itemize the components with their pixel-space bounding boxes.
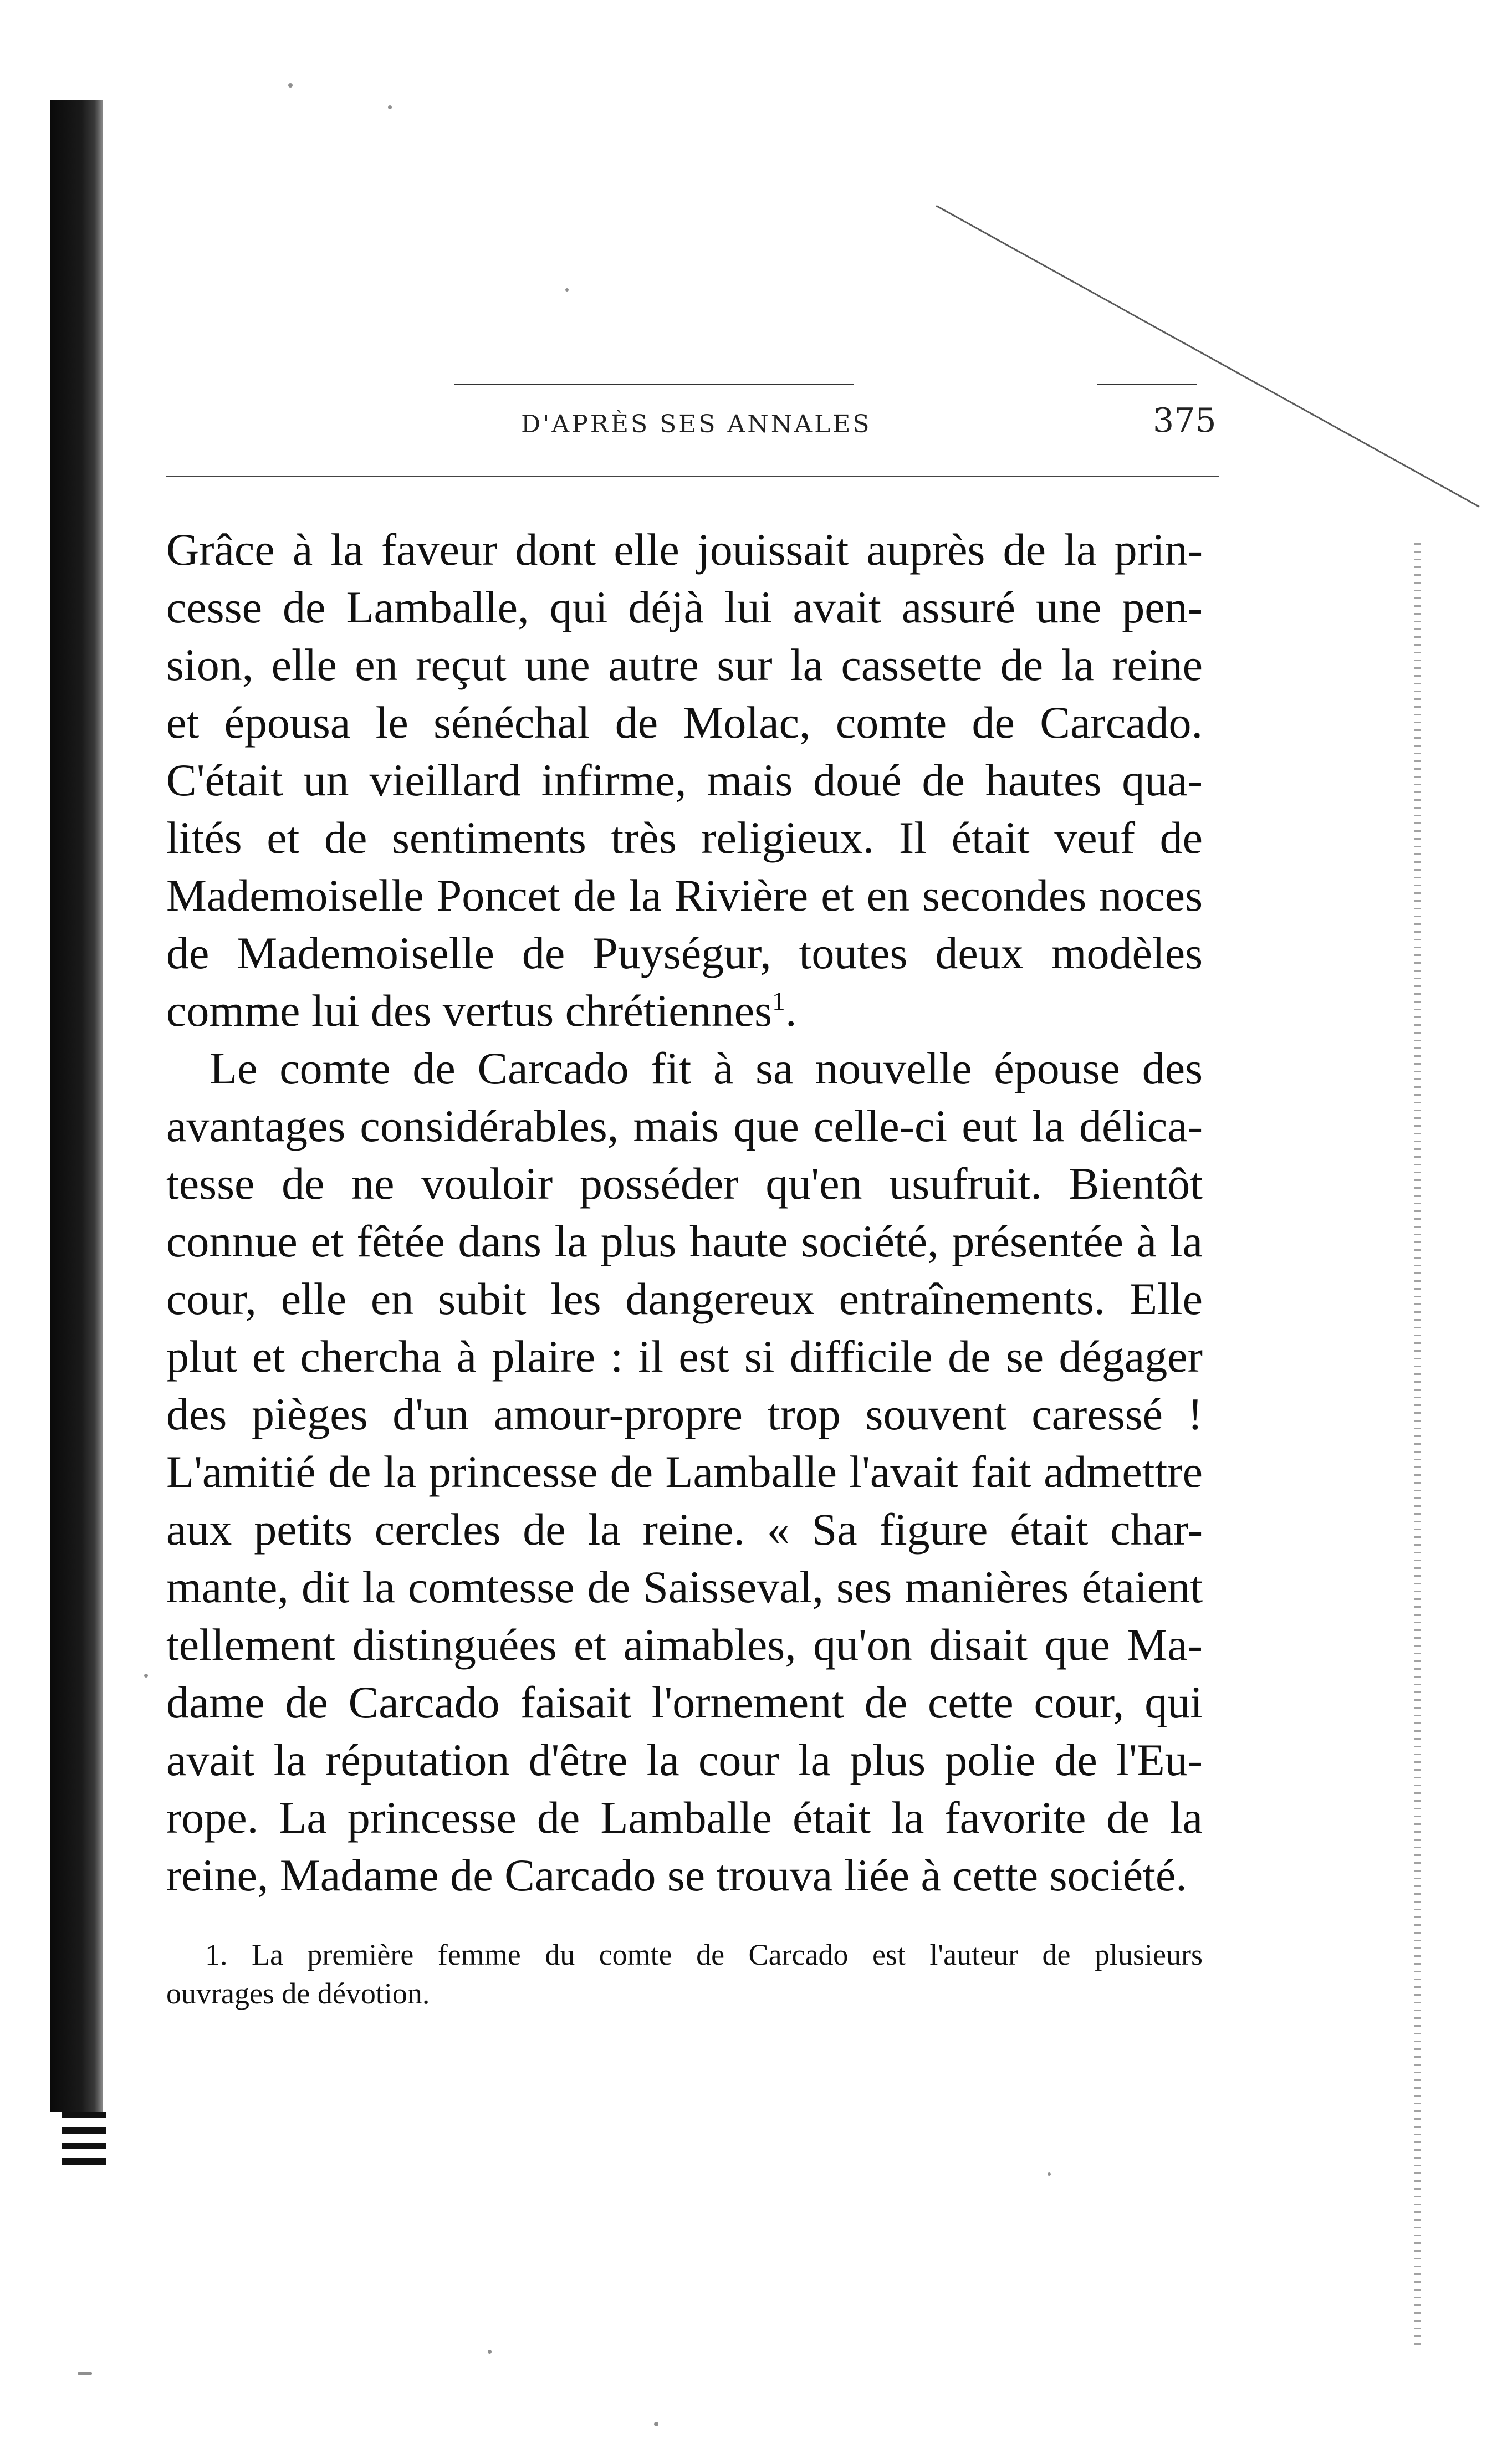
body-line-text: comme lui des vertus chrétiennes	[166, 985, 772, 1036]
body-line: C'était un vieillard infirme, mais doué de hautes qua-	[166, 755, 1203, 805]
body-line: connue et fêtée dans la plus haute société, présentée à la	[166, 1216, 1203, 1266]
body-line: plut et chercha à plaire : il est si difficile de se dégager	[166, 1331, 1203, 1382]
header-rule	[454, 384, 854, 385]
header-separator	[166, 476, 1219, 477]
body-line: Grâce à la faveur dont elle jouissait auprès de la prin-	[166, 524, 1203, 575]
footnote-line: 1. La première femme du comte de Carcado est l'auteur de plusieurs	[205, 1938, 1203, 1971]
body-line: de Mademoiselle de Puységur, toutes deux modèles	[166, 928, 1203, 978]
binding-mark	[62, 2127, 106, 2134]
scan-speck	[565, 288, 569, 292]
page-crease-line	[936, 205, 1480, 508]
body-line: Le comte de Carcado fit à sa nouvelle épouse des	[210, 1043, 1203, 1093]
footnote-reference[interactable]: 1	[772, 986, 785, 1016]
body-line: et épousa le sénéchal de Molac, comte de Carcado.	[166, 697, 1203, 748]
body-line: cesse de Lamballe, qui déjà lui avait assuré une pen-	[166, 582, 1203, 632]
footnote	[166, 1935, 1203, 2013]
body-line: L'amitié de la princesse de Lamballe l'avait fait admettre	[166, 1446, 1203, 1497]
body-line: cour, elle en subit les dangereux entraînements. Elle	[166, 1274, 1203, 1324]
body-line: comme lui des vertus chrétiennes$^1$.	[166, 985, 797, 1036]
body-line: dame de Carcado faisait l'ornement de cette cour, qui	[166, 1677, 1203, 1727]
scan-speck	[144, 1674, 148, 1678]
right-edge-speckle	[1414, 543, 1421, 2350]
binding-shadow	[50, 100, 103, 2112]
scan-speck	[1048, 2172, 1051, 2176]
body-line: tesse de ne vouloir posséder qu'en usufruit. Bientôt	[166, 1158, 1203, 1209]
header-rule	[1097, 384, 1197, 385]
running-head: D'APRÈS SES ANNALES	[521, 410, 872, 438]
scan-speck	[78, 2372, 92, 2375]
body-line: avait la réputation d'être la cour la plus polie de l'Eu-	[166, 1735, 1203, 1785]
binding-mark	[62, 2158, 106, 2165]
scan-speck	[654, 2422, 658, 2426]
scan-speck	[388, 105, 392, 109]
binding-mark	[62, 2143, 106, 2149]
binding-mark	[62, 2112, 106, 2118]
body-line: mante, dit la comtesse de Saisseval, ses manières étaient	[166, 1562, 1203, 1612]
body-text	[166, 521, 1203, 1904]
body-line: Mademoiselle Poncet de la Rivière et en secondes noces	[166, 870, 1203, 921]
footnote-line: ouvrages de dévotion.	[166, 1977, 430, 2010]
body-line: lités et de sentiments très religieux. Il était veuf de	[166, 812, 1203, 863]
body-line: reine, Madame de Carcado se trouva liée à cette société.	[166, 1850, 1187, 1900]
scan-speck	[488, 2350, 492, 2354]
body-line: avantages considérables, mais que celle-ci eut la délica-	[166, 1101, 1203, 1151]
body-line: des pièges d'un amour-propre trop souvent caressé !	[166, 1389, 1203, 1439]
body-line: tellement distinguées et aimables, qu'on disait que Ma-	[166, 1619, 1203, 1670]
body-line: rope. La princesse de Lamballe était la favorite de la	[166, 1792, 1203, 1843]
body-line: sion, elle en reçut une autre sur la cassette de la reine	[166, 640, 1203, 690]
scan-speck	[288, 83, 293, 88]
body-line: aux petits cercles de la reine. « Sa figure était char-	[166, 1504, 1203, 1555]
binding-marks	[62, 2112, 106, 2172]
page-number: 375	[1153, 401, 1217, 440]
